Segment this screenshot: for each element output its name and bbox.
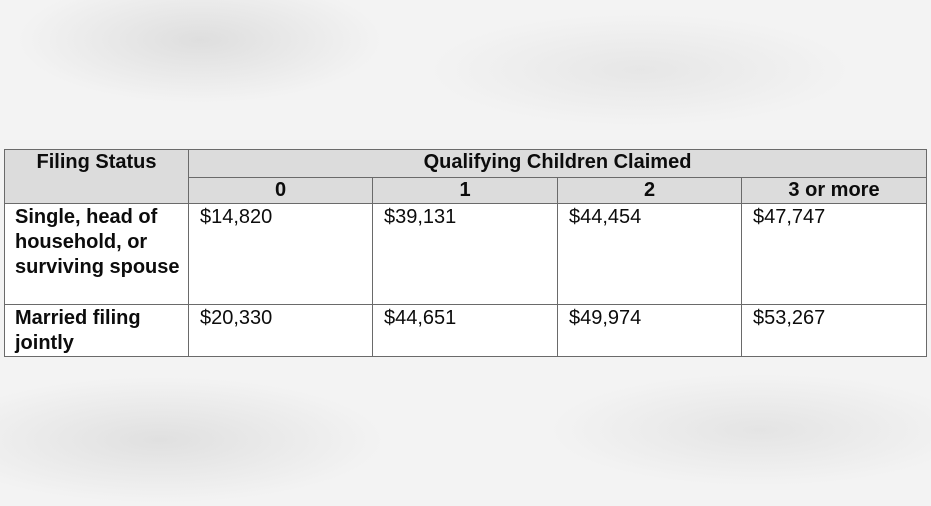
income-limits-table — [4, 149, 927, 357]
column-header-3-or-more: 3 or more — [742, 178, 927, 204]
qualifying-children-header: Qualifying Children Claimed — [189, 150, 927, 178]
table-cell: $44,651 — [373, 305, 558, 357]
filing-status-header: Filing Status — [5, 150, 189, 204]
table-cell: $44,454 — [558, 204, 742, 305]
table-cell: $53,267 — [742, 305, 927, 357]
table-cell: $14,820 — [189, 204, 373, 305]
column-header-0: 0 — [189, 178, 373, 204]
table-row — [5, 204, 927, 305]
header-row — [5, 150, 927, 178]
table-cell: $20,330 — [189, 305, 373, 357]
row-label-single: Single, head of household, or surviving spouse — [5, 204, 189, 305]
row-label-married: Married filing jointly — [5, 305, 189, 357]
column-header-2: 2 — [558, 178, 742, 204]
table-cell: $47,747 — [742, 204, 927, 305]
table-cell: $49,974 — [558, 305, 742, 357]
column-header-1: 1 — [373, 178, 558, 204]
table-cell: $39,131 — [373, 204, 558, 305]
table-row — [5, 305, 927, 357]
